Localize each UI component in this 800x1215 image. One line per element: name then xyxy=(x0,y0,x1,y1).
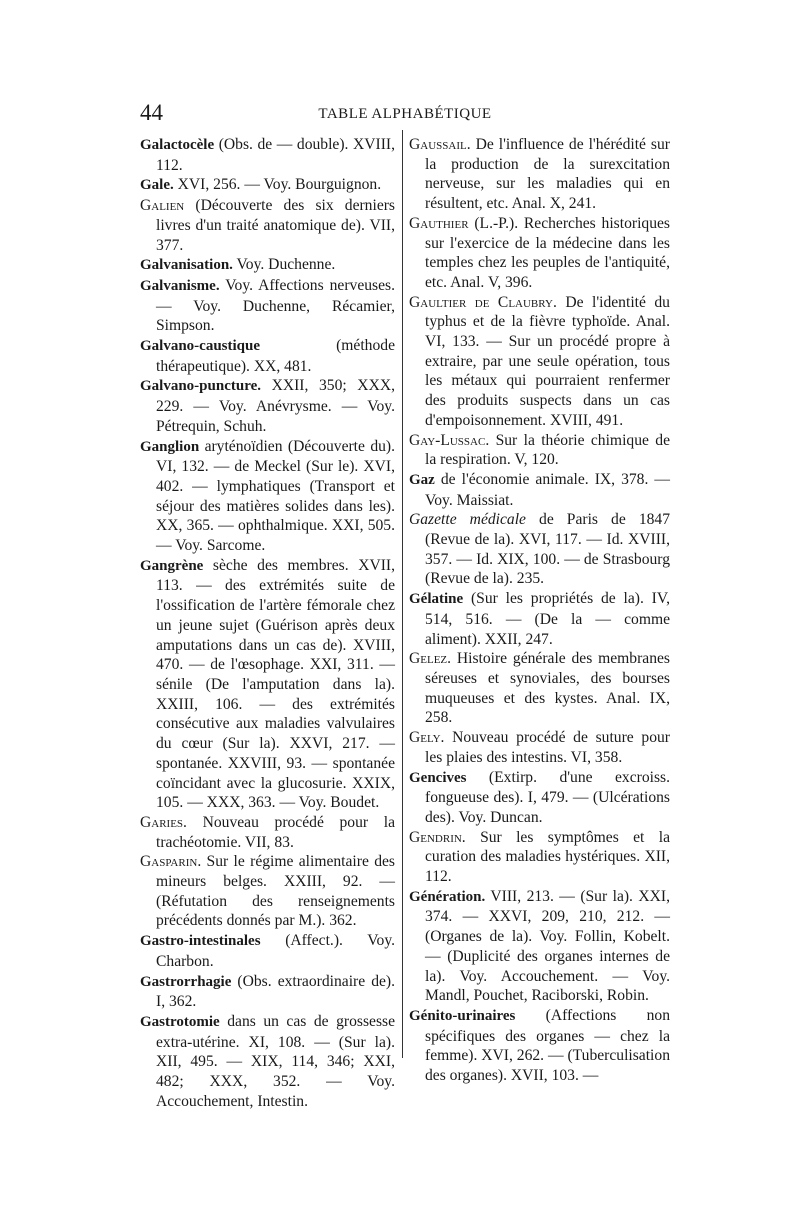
entry-headword: Gastrorrhagie xyxy=(140,973,232,990)
entry-text: De l'identité du typhus et de la fièvre typhoïde. Anal. VI, 133. — Sur un procédé propre à extraire, par une seule opération, tous les métaux qui pourraient renfermer des produits suspects dans un cas d'empoisonnement. XVIII, 491. xyxy=(425,293,670,429)
index-entry xyxy=(140,376,395,436)
entry-headword: Gangrène xyxy=(140,557,204,574)
index-entry xyxy=(140,1012,395,1112)
entry-text: De l'influence de l'hérédité sur la production de la surexcitation nerveuse, sur les maladies qui en résultent, etc. Anal. X, 241. xyxy=(425,136,670,213)
entry-text: (Découverte des six derniers livres d'un traité anatomique de). VII, 377. xyxy=(156,197,395,254)
index-entry xyxy=(409,510,670,589)
entry-text: Sur le régime alimentaire des mineurs belges. XXIII, 92. — (Réfutation des renseignements précédents donnés par M.). 362. xyxy=(156,853,395,930)
entry-text: (Affect.). Voy. Charbon. xyxy=(156,932,395,970)
entry-text: de Paris de 1847 (Revue de la). XVI, 117. — Id. XVIII, 357. — Id. XIX, 100. — de Strasbourg (Revue de la). 235. xyxy=(425,511,671,588)
index-entry xyxy=(409,728,670,767)
entry-headword: Galvanisation. xyxy=(140,257,233,274)
entry-headword: Gélatine xyxy=(409,591,464,608)
index-entry xyxy=(140,556,395,813)
index-entry xyxy=(409,135,670,214)
right-column xyxy=(409,135,670,1086)
index-entry xyxy=(140,437,395,556)
index-entry xyxy=(140,276,395,336)
index-entry xyxy=(409,768,670,828)
entry-text: (Affections non spécifiques des organes — chez la femme). XVI, 262. — (Tuberculisation des organes). XVII, 103. — xyxy=(425,1006,670,1085)
index-entry xyxy=(409,1006,670,1086)
index-entry xyxy=(140,972,395,1012)
entry-text: de l'économie animale. IX, 378. — Voy. Maissiat. xyxy=(425,470,670,509)
entry-headword: Gasparin. xyxy=(140,853,202,871)
entry-headword: Galvano-puncture. xyxy=(140,378,261,395)
entry-text: Sur les symptômes et la curation des maladies hystériques. XII, 112. xyxy=(425,828,670,886)
index-entry xyxy=(140,336,395,376)
index-entry xyxy=(140,852,395,931)
entry-text: Voy. Duchenne. xyxy=(232,256,336,274)
running-title: TABLE ALPHABÉTIQUE xyxy=(318,106,492,122)
index-entry xyxy=(140,196,395,255)
entry-text: Nouveau procédé de suture pour les plaies des intestins. VI, 358. xyxy=(425,729,670,766)
entry-headword: Gencives xyxy=(409,769,467,786)
entry-headword: Gastrotomie xyxy=(140,1013,220,1030)
entry-text: (Sur les propriétés de la). IV, 514, 516. — (De la — comme aliment). XXII, 247. xyxy=(425,590,670,648)
page-number: 44 xyxy=(140,100,163,125)
index-entry xyxy=(409,470,670,510)
index-entry xyxy=(140,135,395,175)
entry-headword: Galvano-caustique xyxy=(140,338,261,355)
entry-text: (Extirp. d'une excroiss. fongueuse des). I, 479. — (Ulcérations des). Voy. Duncan. xyxy=(425,768,670,826)
entry-headword: Ganglion xyxy=(140,438,200,455)
entry-headword: Galien xyxy=(140,197,185,215)
entry-text: Voy. Affections nerveuses. — Voy. Duchenne, Récamier, Simpson. xyxy=(156,276,395,335)
entry-headword: Garies. xyxy=(140,813,187,831)
index-entry xyxy=(409,431,670,470)
entry-headword: Galactocèle xyxy=(140,137,215,153)
index-entry xyxy=(140,175,395,196)
entry-headword: Galvanisme. xyxy=(140,277,220,294)
left-column xyxy=(140,135,395,1111)
entry-headword: Gaz xyxy=(409,471,435,488)
index-entry xyxy=(409,887,670,1006)
entry-headword: Gauthier xyxy=(409,214,469,232)
index-entry xyxy=(409,214,670,293)
entry-headword: Génito-urinaires xyxy=(409,1007,516,1024)
entry-text: XXII, 350; XXX, 229. — Voy. Anévrysme. — Voy. Pétrequin, Schuh. xyxy=(156,377,395,435)
index-entry xyxy=(409,589,670,649)
index-entry xyxy=(409,293,670,431)
entry-text: Nouveau procédé pour la trachéotomie. VII, 83. xyxy=(156,813,395,851)
entry-text: (Obs. de — double). XVIII, 112. xyxy=(156,136,395,174)
entry-text: (L.-P.). Recherches historiques sur l'exercice de la médecine dans les temples chez les peuples de l'antiquité, etc. Anal. V, 396. xyxy=(425,214,670,291)
entry-headword: Génération. xyxy=(409,888,486,905)
entry-headword: Gely. xyxy=(409,729,445,747)
entry-headword: Gastro-intestinales xyxy=(140,933,261,950)
page-header xyxy=(140,100,670,126)
index-entry xyxy=(409,828,670,887)
entry-text: Histoire générale des membranes séreuses et synoviales, des bourses muqueuses et des kystes. Anal. IX, 258. xyxy=(425,650,670,727)
entry-text: XVI, 256. — Voy. Bourguignon. xyxy=(173,176,382,194)
index-entry xyxy=(409,649,670,728)
entry-headword: Gale. xyxy=(140,177,174,194)
entry-text: VIII, 213. — (Sur la). XXI, 374. — XXVI, 209, 210, 212. — (Organes de la). Voy. Follin, Kobelt. — (Duplicité des organes internes de la). Voy. Accouchement. — Voy. Mandl, Pouchet, Raciborski, Robin. xyxy=(425,887,670,1005)
entry-headword: Gelez. xyxy=(409,650,452,668)
entry-text: sèche des membres. XVII, 113. — des extrémités suite de l'ossification de l'artère fémorale chez un jeune sujet (Guérison après deux amputations dans un cas de). XVIII, 470. — de l'œsophage. XXI, 311. — sénile (De l'amputation dans la). XXIII, 106. — des extrémités consécutive aux maladies valvulaires du cœur (Sur la). XXVI, 217. — spontanée. XXVIII, 93. — spontanée coïncidant avec la glucosurie. XXIX, 105. — XXX, 363. — Voy. Boudet. xyxy=(156,556,395,812)
entry-text: dans un cas de grossesse extra-utérine. XI, 108. — (Sur la). XII, 495. — XIX, 114, 346; XXI, 482; XXX, 352. — Voy. Accouchement, Intestin. xyxy=(156,1012,395,1110)
entry-headword: Gay-Lussac. xyxy=(409,431,490,449)
entry-headword: Gendrin. xyxy=(409,828,466,846)
entry-headword: Gaultier de Claubry. xyxy=(409,293,557,311)
index-entry xyxy=(140,255,395,276)
index-entry xyxy=(140,813,395,852)
entry-headword: Gaussail. xyxy=(409,136,471,153)
entry-text: aryténoïdien (Découverte du). VI, 132. — de Meckel (Sur le). XVI, 402. — lymphatiques (Transport et séjour des matières solides dans les). XX, 365. — ophthalmique. XXI, 505. — Voy. Sarcome. xyxy=(156,437,395,555)
entry-headword: Gazette médicale xyxy=(409,511,526,529)
entry-text: (méthode thérapeutique). XX, 481. xyxy=(156,337,395,375)
entry-text: (Obs. extraordinaire de). I, 362. xyxy=(156,972,395,1011)
entry-text: Sur la théorie chimique de la respiration. V, 120. xyxy=(425,431,670,469)
index-entry xyxy=(140,931,395,971)
column-divider xyxy=(402,130,403,1058)
